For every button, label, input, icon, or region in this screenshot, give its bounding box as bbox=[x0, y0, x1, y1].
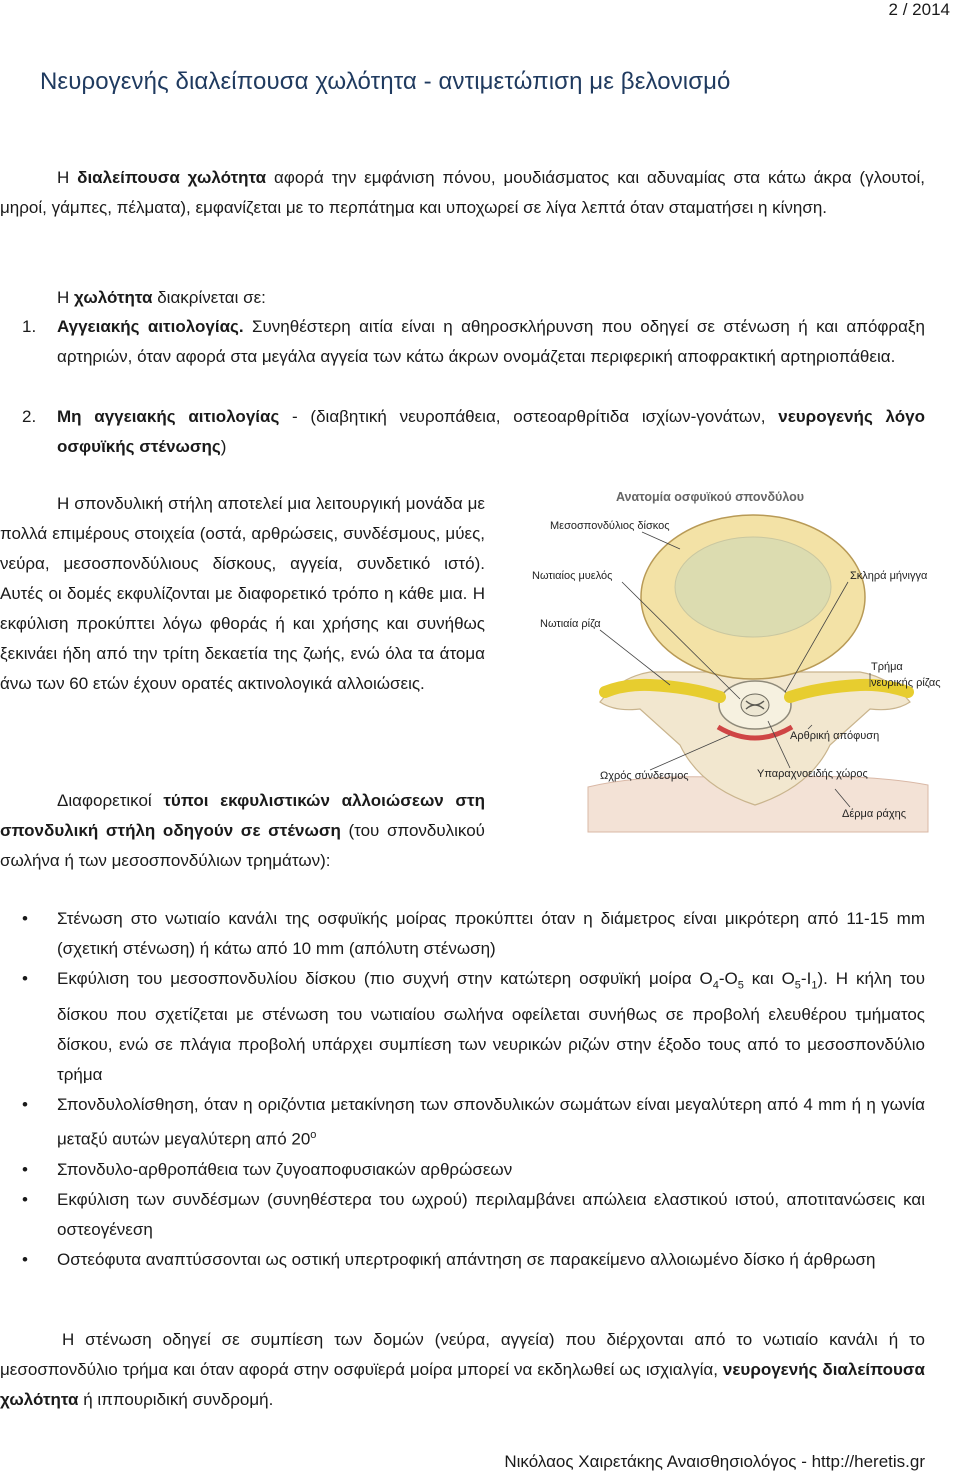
types-bold: τύποι εκφυλιστικών αλλοιώσεων στη σπονδυλική στήλη οδηγούν σε στένωση bbox=[0, 791, 485, 840]
list-item bbox=[22, 964, 925, 1090]
item-number: 2. bbox=[22, 407, 37, 426]
closing-text: Η στένωση οδηγεί σε συμπίεση των δομών (νεύρα, αγγεία) που διέρχονται από το νωτιαίο κανάλι ή το μεσοσπονδύλιο τρήμα και όταν αφορά στην οσφυϊερά μοίρα μπορεί να εκδηλωθεί ως ισχιαλγία, bbox=[0, 1330, 925, 1379]
label-spinal-cord: Νωτιαίος μυελός bbox=[532, 570, 613, 582]
list-item bbox=[22, 1245, 925, 1275]
intro-paragraph bbox=[0, 163, 925, 223]
item-bold: Αγγειακής αιτιολογίας. bbox=[57, 317, 244, 336]
lead-prefix: Η bbox=[57, 288, 74, 307]
spine-paragraph: Η σπονδυλική στήλη αποτελεί μια λειτουργική μονάδα με πολλά επιμέρους στοιχεία (οστά, αρθρώσεις, συνδέσμους, μύες, νεύρα, μεσοσπονδύλιους δίσκους, αγγεία, συνδετικό ιστό). Αυτές οι δομές εκφυλίζονται με διαφορετικό τρόπο η κάθε μια. Η εκφύλιση προκύπτει λόγω φθοράς ή και χρήσης και συνήθως ξεκινάει ήδη από την τρίτη δεκαετία της ζωής, ενώ όλα τα άτομα άνω των 60 ετών έχουν ορατές ακτινολογικά αλλοιώσεις. bbox=[0, 494, 485, 693]
intro-bold: διαλείπουσα χωλότητα bbox=[77, 168, 267, 187]
footer-author: Νικόλαος Χαιρετάκης Αναισθησιολόγος - http://heretis.gr bbox=[504, 1452, 925, 1471]
bullet-text-part: ). Η κήλη του δίσκου που σχετίζεται με στένωση του νωτιαίου σωλήνα οφείλεται συνήθως σε προβολή ελευθέρου τμήματος δίσκου, ενώ σε πλάγια προβολή υπάρχει συμπίεση των νευρικών ριζών στην έξοδο τους από το μεσοσπονδύλιο τρήμα bbox=[57, 969, 925, 1085]
label-subarachnoid: Υπαραχνοειδής χώρος bbox=[757, 768, 868, 780]
label-foramen-2: νευρικής ρίζας bbox=[871, 677, 941, 689]
closing-paragraph bbox=[0, 1325, 925, 1415]
list-item bbox=[22, 904, 925, 964]
stenosis-causes-list bbox=[22, 904, 925, 1275]
closing-rest: ή ιππουριδική συνδρομή. bbox=[78, 1390, 274, 1409]
subscript: 4 bbox=[712, 979, 719, 992]
item-bold: Μη αγγειακής αιτιολογίας bbox=[57, 407, 280, 426]
intro-rest: αφορά την εμφάνιση πόνου, μουδιάσματος και αδυναμίας στα κάτω άκρα (γλουτοί, μηροί, γάμπες, πέλματα), εμφανίζεται με το περπάτημα και υποχωρεί σε λίγα λεπτά όταν σταματήσει η κίνηση. bbox=[0, 168, 926, 217]
bullet-icon: • bbox=[22, 1190, 28, 1210]
item-mid: - (διαβητική νευροπάθεια, οστεοαρθρίτιδα ισχίων-γονάτων, bbox=[279, 407, 779, 426]
item-text bbox=[57, 402, 925, 462]
bullet-icon: • bbox=[22, 1095, 28, 1115]
classification-lead bbox=[57, 283, 266, 313]
page-title: Νευρογενής διαλείπουσα χωλότητα - αντιμετώπιση με βελονισμό bbox=[40, 68, 731, 95]
bullet-text bbox=[57, 964, 925, 1090]
types-prefix: Διαφορετικοί bbox=[57, 791, 164, 810]
label-facet: Αρθρική απόφυση bbox=[790, 730, 880, 742]
item-rest: Συνηθέστερη αιτία είναι η αθηροσκλήρυνση που οδηγεί σε στένωση ή και απόφραξη αρτηριών, όταν αφορά στα μεγάλα αγγεία των κάτω άκρων ονομάζεται περιφερική αποφρακτική αρτηριοπάθεια. bbox=[57, 317, 925, 366]
label-disc: Μεσοσπονδύλιος δίσκος bbox=[550, 520, 670, 532]
item-number: 1. bbox=[22, 317, 37, 336]
bullet-text: Εκφύλιση των συνδέσμων (συνηθέστερα του ωχρού) περιλαμβάνει απώλεια ελαστικού ιστού, αποτιτανώσεις και οστεογένεση bbox=[57, 1190, 925, 1240]
item-bold-2: νευρογενής λόγο οσφυϊκής στένωσης bbox=[57, 407, 925, 456]
lumbar-vertebra-figure bbox=[532, 487, 941, 832]
list-item bbox=[22, 402, 925, 462]
closing-bold: νευρογενής διαλείπουσα χωλότητα bbox=[0, 1360, 926, 1409]
bullet-icon: • bbox=[22, 1250, 28, 1270]
types-rest: (του σπονδυλικού σωλήνα ή των μεσοσπονδύλιων τρημάτων): bbox=[0, 821, 485, 870]
bullet-text bbox=[57, 1090, 925, 1155]
subscript: 1 bbox=[811, 979, 818, 992]
bullet-text-part: και O bbox=[743, 969, 795, 988]
bullet-text: Σπονδυλο-αρθροπάθεια των ζυγοαποφυσιακών αρθρώσεων bbox=[57, 1160, 513, 1180]
item-end: ) bbox=[220, 437, 227, 456]
list-item bbox=[22, 312, 925, 372]
page-number: 2 / 2014 bbox=[888, 0, 950, 19]
bullet-text: Στένωση στο νωτιαίο κανάλι της οσφυϊκής μοίρας προκύπτει όταν η διάμετρος είναι μικρότερη από 11-15 mm (σχετική στένωση) ή κάτω από 10 mm (απόλυτη στένωση) bbox=[57, 909, 925, 958]
item-text bbox=[57, 312, 925, 372]
intro-prefix: Η bbox=[57, 168, 78, 187]
types-paragraph bbox=[0, 786, 485, 876]
list-item bbox=[22, 1185, 925, 1245]
subscript: 5 bbox=[737, 979, 744, 992]
subscript: 5 bbox=[794, 979, 801, 992]
lead-rest: διακρίνεται σε: bbox=[152, 288, 266, 307]
label-nerve-root: Νωτιαία ρίζα bbox=[540, 618, 601, 630]
list-item bbox=[22, 1090, 925, 1155]
list-item bbox=[22, 1155, 925, 1185]
bullet-text: Οστεόφυτα αναπτύσσονται ως οστική υπερτροφική απάντηση σε παρακείμενο αλλοιωμένο δίσκο ή άρθρωση bbox=[57, 1250, 876, 1270]
bullet-text-part: -O bbox=[718, 969, 738, 988]
bullet-icon: • bbox=[22, 909, 28, 928]
disc-nucleus-shape bbox=[675, 537, 831, 637]
bullet-text-part: -I bbox=[800, 969, 812, 988]
figure-title: Ανατομία οσφυϊκού σπονδύλου bbox=[615, 490, 805, 504]
bullet-icon: • bbox=[22, 969, 28, 988]
bullet-icon: • bbox=[22, 1160, 28, 1180]
bullet-text-part: Σπονδυλολίσθηση, όταν η οριζόντια μετακίνηση των σπονδυλικών σωμάτων είναι μεγαλύτερη από 4 mm ή η γωνία μεταξύ αυτών μεγαλύτερη από 20 bbox=[57, 1095, 925, 1150]
label-dura: Σκληρά μήνιγγα bbox=[850, 570, 928, 582]
bullet-text-part: Εκφύλιση του μεσοσπονδυλίου δίσκου (πιο συχνή στην κατώτερη οσφυϊκή μοίρα O bbox=[57, 969, 713, 988]
label-skin: Δέρμα ράχης bbox=[842, 808, 907, 820]
superscript: ο bbox=[310, 1129, 317, 1142]
label-ligament: Ωχρός σύνδεσμος bbox=[600, 770, 689, 782]
lead-bold: χωλότητα bbox=[74, 288, 153, 307]
label-foramen-1: Τρήμα bbox=[871, 661, 903, 673]
